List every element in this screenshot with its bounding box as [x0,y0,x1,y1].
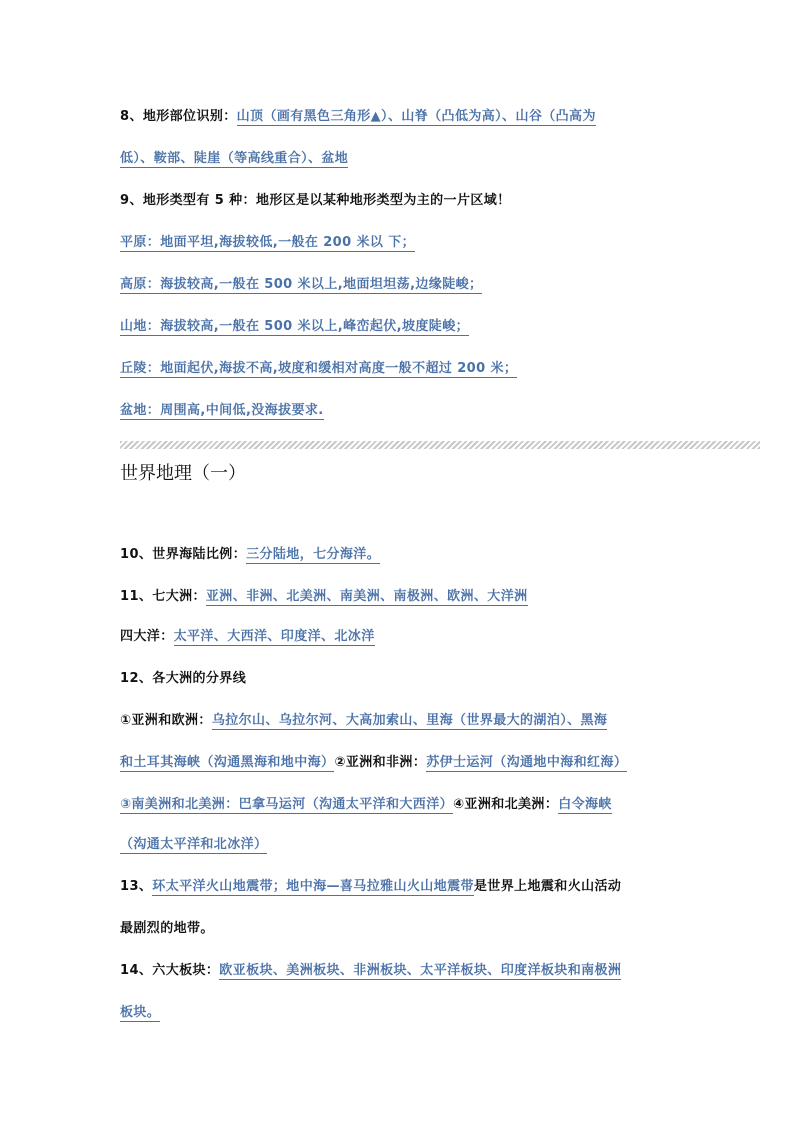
item-12-line-1 [120,712,607,730]
oceans [120,628,375,646]
asia-africa-answer: 苏伊士运河（沟通地中海和红海） [426,755,628,770]
item-13-cont: 最剧烈的地带。 [120,921,214,936]
item-12-line-4 [120,836,267,854]
item-13-line-2 [120,920,214,938]
item-9-label: 9、地形类型有 5 种：地形区是以某种地形类型为主的一片区域！ [120,193,511,208]
item-14-line-2 [120,1004,160,1022]
item-8-line-2 [120,150,348,168]
item-8-line-1 [120,108,596,126]
terrain-basin-text: 盆地：周围高,中间低,没海拔要求. [120,403,324,418]
terrain-basin [120,402,324,420]
item-11-prefix: 11、七大洲： [120,589,206,604]
item-11 [120,588,528,606]
asia-africa-label: ②亚洲和非洲： [334,755,427,770]
asia-na-label: ④亚洲和北美洲： [453,797,559,812]
oceans-answer: 太平洋、大西洋、印度洋、北冰洋 [173,629,375,644]
item-9-text [120,192,511,210]
terrain-hill [120,360,517,378]
item-13-prefix: 13、 [120,879,153,894]
item-10-answer: 三分陆地，七分海洋。 [246,547,381,562]
item-14-cont: 板块。 [120,1005,161,1020]
item-13-suffix: 是世界上地震和火山活动 [473,879,622,894]
item-12-title [120,670,246,688]
item-12-line-3 [120,796,612,814]
terrain-plateau [120,276,482,294]
terrain-plain-text: 平原：地面平坦,海拔较低,一般在 200 米以 下； [120,235,415,250]
item-14-line-1 [120,962,621,980]
terrain-mountain [120,318,469,336]
asia-na-answer: 白令海峡 [558,797,612,812]
item-12-title-text: 12、各大洲的分界线 [120,671,247,686]
terrain-mountain-text: 山地：海拔较高,一般在 500 米以上,峰峦起伏,坡度陡峻； [120,319,470,334]
item-10 [120,546,380,564]
asia-europe-label: ①亚洲和欧洲： [120,713,212,728]
asia-na-answer-cont: （沟通太平洋和北冰洋） [120,837,268,852]
item-13-line-1 [120,878,621,896]
asia-europe-answer: 乌拉尔山、乌拉尔河、大高加索山、里海（世界最大的湖泊）、黑海 [211,713,608,728]
asia-europe-answer-cont: 和土耳其海峡（沟通黑海和地中海） [120,755,335,770]
terrain-plain [120,234,415,252]
terrain-plateau-text: 高原：海拔较高,一般在 500 米以上,地面坦坦荡,边缘陡峻； [120,277,483,292]
item-14-answer: 欧亚板块、美洲板块、非洲板块、太平洋板块、印度洋板块和南极洲 [219,963,622,978]
item-14-prefix: 14、六大板块： [120,963,220,978]
item-8-answer-1: 山顶（画有黑色三角形▲）、山脊（凸低为高）、山谷（凸高为 [236,109,596,124]
item-11-answer: 亚洲、非洲、北美洲、南美洲、南极洲、欧洲、大洋洲 [205,589,528,604]
oceans-prefix: 四大洋： [120,629,174,644]
terrain-hill-text: 丘陵：地面起伏,海拔不高,坡度和缓相对高度一般不超过 200 米； [120,361,518,376]
section-divider [120,441,760,449]
section-heading: 世界地理（一） [120,463,246,484]
americas-answer: ③南美洲和北美洲：巴拿马运河（沟通太平洋和大西洋） [120,797,454,812]
item-13-answer: 环太平洋火山地震带；地中海—喜马拉雅山火山地震带 [152,879,474,894]
item-8-answer-2: 低）、鞍部、陡崖（等高线重合）、盆地 [120,151,349,166]
item-8-prefix: 8、地形部位识别： [120,109,237,124]
item-10-prefix: 10、世界海陆比例： [120,547,247,562]
item-12-line-2 [120,754,627,772]
